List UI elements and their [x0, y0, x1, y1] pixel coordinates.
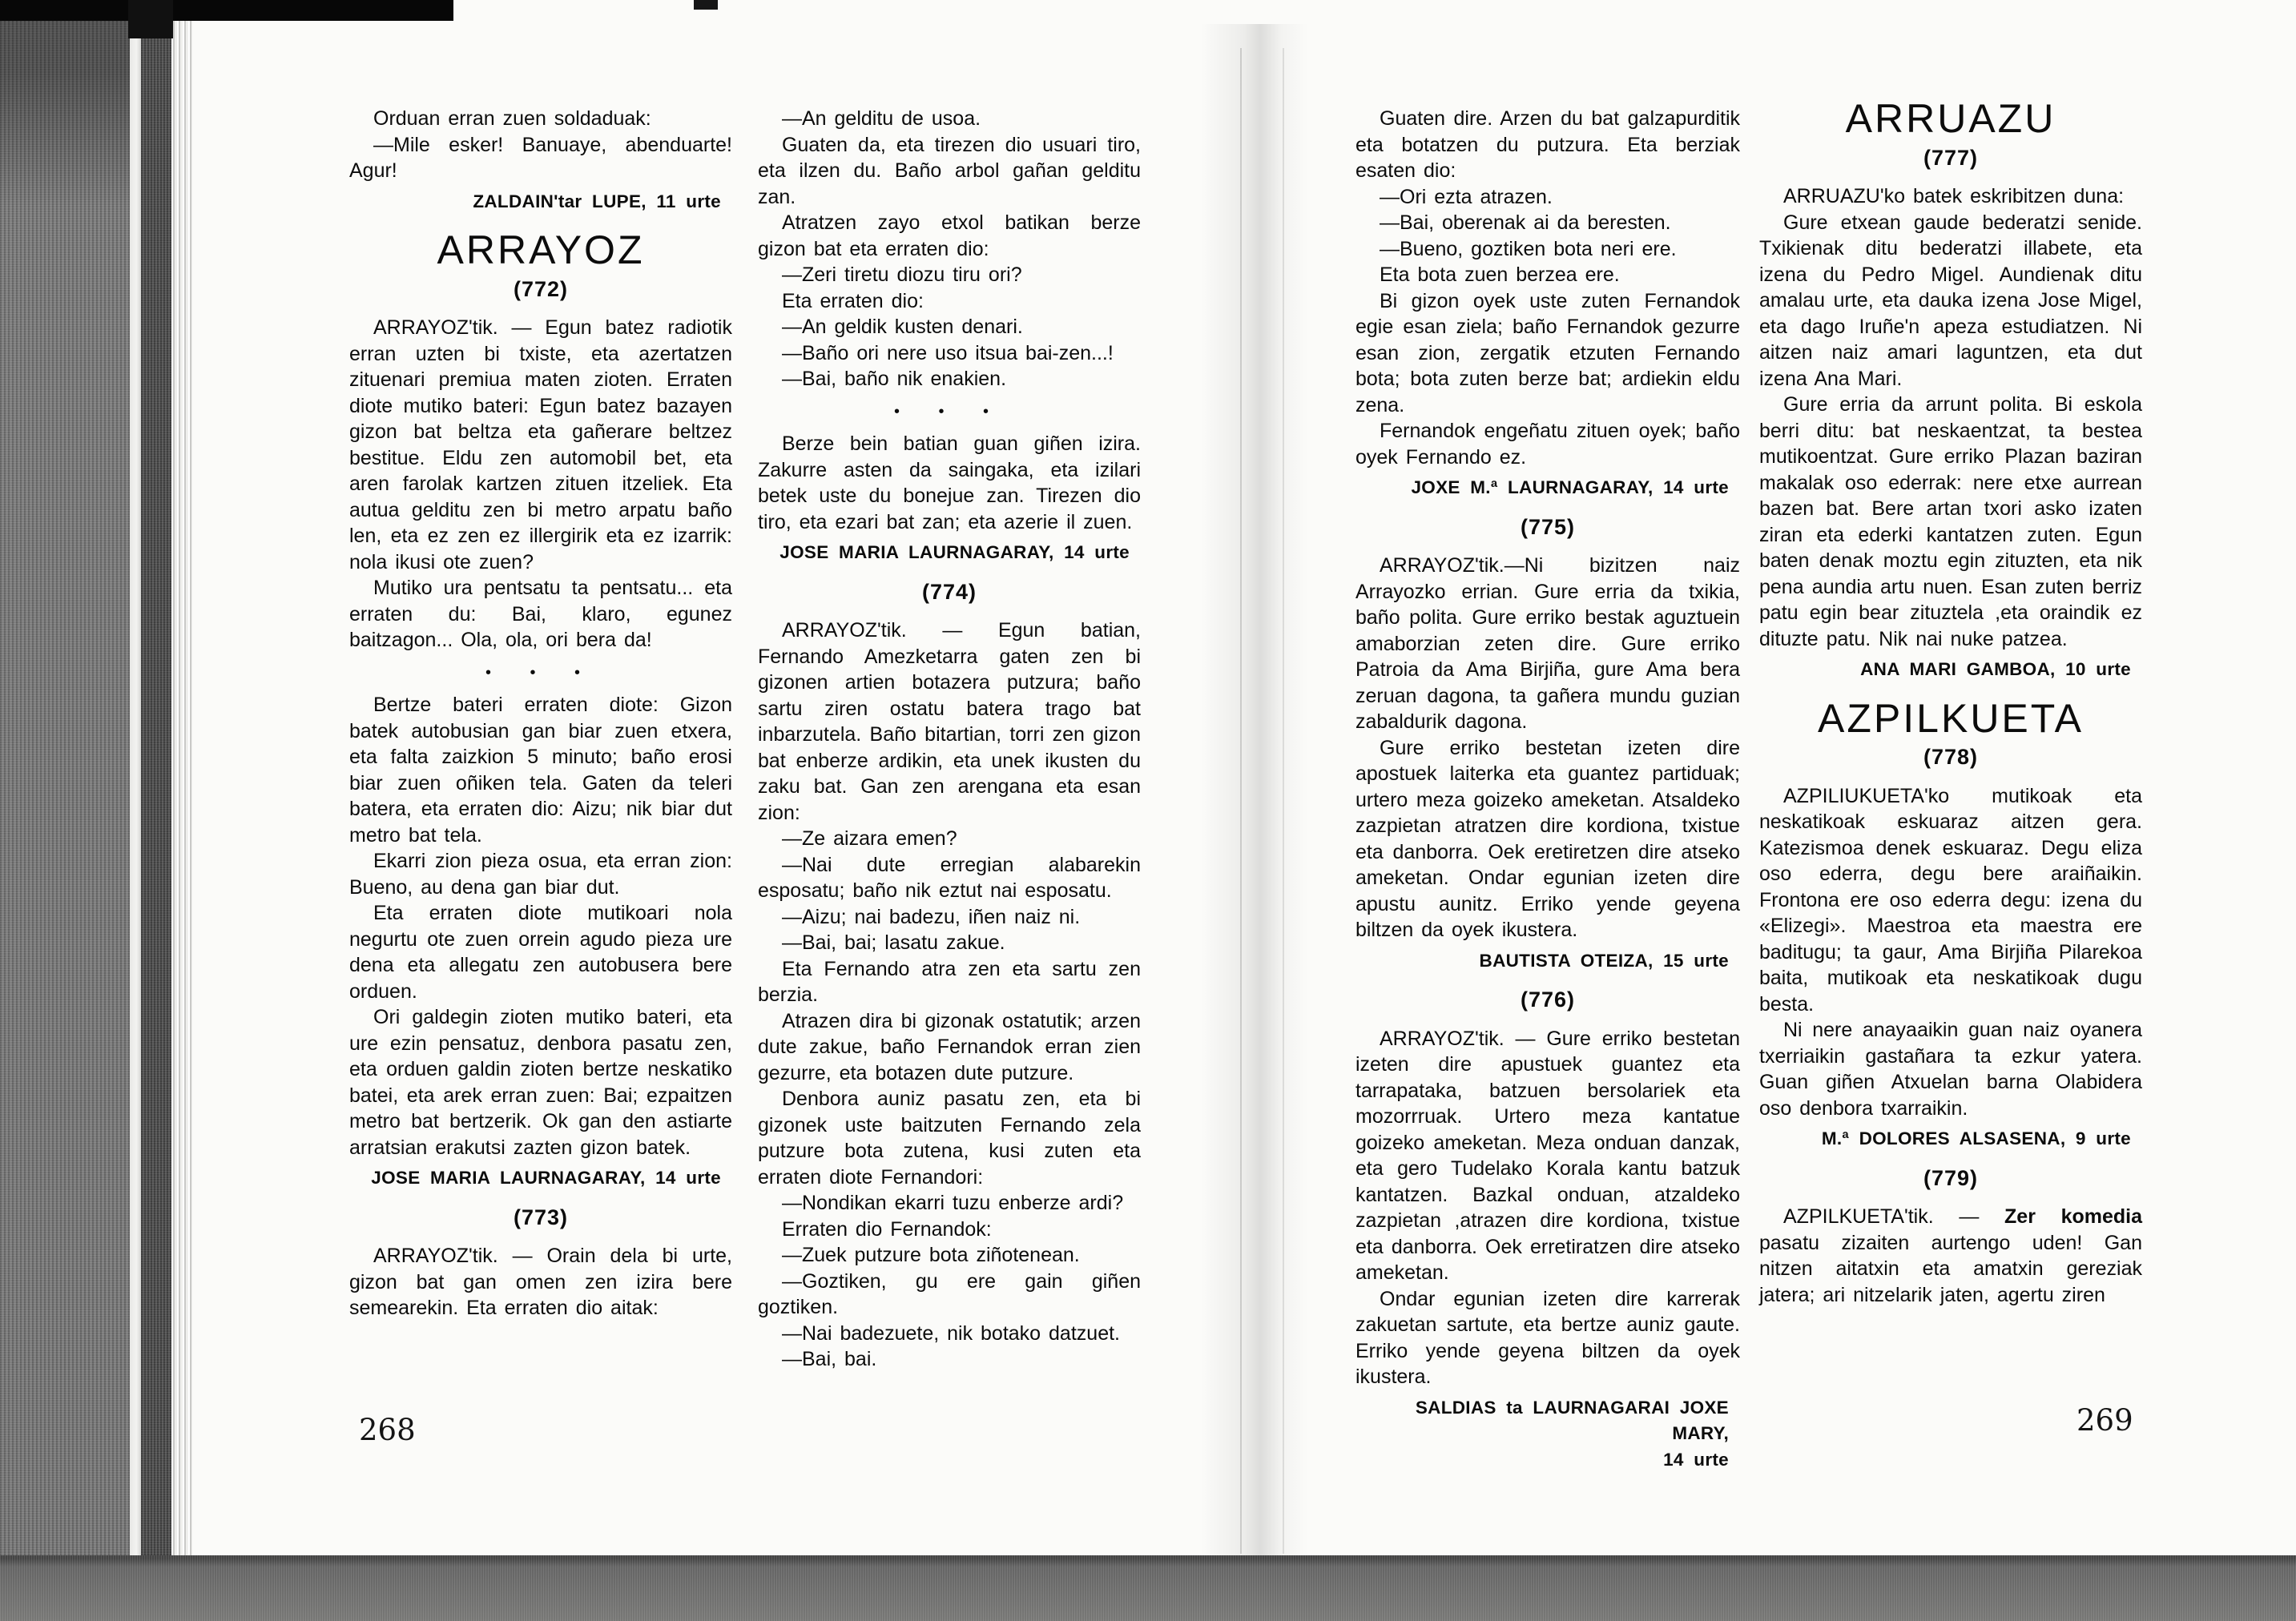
author-signature: ANA MARI GAMBOA, 10 urte	[1860, 659, 2131, 679]
paragraph: Fernandok engeñatu zituen oyek; baño oyek Fernando ez.	[1355, 420, 1740, 469]
text-run: pasatu zizaiten aurtengo uden! Gan nitzen aitatxin eta amatxin gereziak jatera; ari nitzelarik jaten, agertu ziren	[1759, 1231, 2142, 1306]
page-number-left: 268	[359, 1413, 416, 1447]
paragraph: —Ze aizara emen?	[782, 827, 957, 850]
paragraph: Eta erraten dio:	[782, 289, 924, 312]
paragraph: Bertze bateri erraten diote: Gizon batek autobusian gan biar zuen etxera, eta falta zaizkion 5 minuto; baño erosi biar zuen oñiken tela. Gaten da teleri batera, eta erraten dio: Aizu; nik biar dut metro bat tela.	[349, 694, 732, 847]
paragraph: ARRAYOZ'tik. — Egun batez radiotik erran uzten bi txiste, eta azertatzen zituenari premiua maten zioten. Erraten diote mutiko bateri: Egun batez bazayen gizon bat beltza eta gañerare beltzez bestitue. Eldu zen automobil bet, eta aren farolak kartzen zituen itzeliek. Eta autua gelditu zen bi metro arpatu baño len, eta ez zen ez illergirik eta ez izarrik: nola ikusi ote zuen?	[349, 316, 732, 573]
paragraph: Eta Fernando atra zen eta sartu zen berzia.	[758, 957, 1141, 1006]
paragraph: ARRAYOZ'tik.—Ni bizitzen naiz Arrayozko errian. Gure erria da txikia, baño polita. Gure erriko bestak aguztuein amaborzian zeten dire. Gure erriko Patroia da Ama Birjiña, gure Ama bera zeruan dagona, ta gañera mundu guzian zabaldurik dagona.	[1355, 554, 1740, 733]
paragraph: Orduan erran zuen soldaduak:	[373, 107, 651, 130]
entry-number: (776)	[1520, 987, 1576, 1012]
paragraph: —Bai, baño nik enakien.	[782, 368, 1007, 390]
entry-number: (778)	[1923, 745, 1979, 769]
author-signature: BAUTISTA OTEIZA, 15 urte	[1479, 950, 1729, 971]
paragraph: —Bai, bai.	[782, 1348, 877, 1370]
author-signature: JOSE MARIA LAURNAGARAY, 14 urte	[371, 1168, 721, 1188]
author-signature: ZALDAIN'tar LUPE, 11 urte	[473, 191, 721, 211]
paragraph: Eta bota zuen berzea ere.	[1380, 263, 1620, 286]
paragraph: —Bueno, goztiken bota neri ere.	[1380, 237, 1677, 260]
right-page-column-2	[1759, 96, 2143, 1308]
section-heading: ARRUAZU	[1845, 96, 2056, 141]
paragraph: Eta erraten diote mutikoari nola negurtu ote zuen orrein agudo pieza ure dena eta allegatu zen autobusera bere orduen.	[349, 902, 732, 1003]
paragraph: —Baño ori nere uso itsua bai-zen...!	[782, 341, 1114, 364]
paragraph: Atratzen zayo etxol batikan berze gizon bat eta erraten dio:	[758, 211, 1141, 260]
paragraph	[1759, 1204, 2142, 1308]
paragraph: ARRAYOZ'tik. — Orain dela bi urte, gizon bat gan omen zen izira bere semearekin. Eta erraten dio aitak:	[349, 1245, 732, 1319]
paragraph: Erraten dio Fernandok:	[782, 1217, 992, 1241]
paragraph: Ondar egunian izeten dire karrerak zakuetan sartute, eta bertze auniz gaute. Erriko yende geyena biltzen da oyek ikustera.	[1355, 1287, 1740, 1388]
section-separator: • • •	[893, 402, 1005, 420]
paragraph: ARRAYOZ'tik. — Gure erriko bestetan izeten dire apustuek guantez eta tarrapataka, batzuen bersolariek eta mozorrruak. Urtero meza kantatue goizeko ameketan. Meza onduan danzak, eta gero Tudelako Korala kantu batzuk kantatzen. Bazkal onduan, atzaldeko zazpietan ,atrazen dire kordiona, txistue eta danborra. Oek erretiratzen dire atseko ameketan.	[1355, 1027, 1740, 1284]
paragraph: Denbora auniz pasatu zen, eta bi gizonek uste baitzuten Fernando zela putzure bota zutena, kusi zuten eta erraten diote Fernandori:	[758, 1088, 1141, 1189]
entry-number: (779)	[1923, 1165, 1979, 1190]
paragraph: Guaten dire. Arzen du bat galzapurditik eta botatzen du putzura. Eta berziak esaten dio:	[1355, 107, 1740, 182]
paragraph: —Bai, oberenak ai da beresten.	[1380, 211, 1671, 234]
page-number-right: 269	[2076, 1403, 2133, 1438]
paragraph: Mutiko ura pentsatu ta pentsatu... eta erraten du: Bai, klaro, egunez baitzagon... Ola, ola, ori bera da!	[349, 577, 732, 651]
entry-number: (774)	[921, 579, 977, 604]
entry-number: (772)	[513, 276, 569, 301]
author-signature: M.ª DOLORES ALSASENA, 9 urte	[1821, 1128, 2131, 1148]
paragraph: —Zeri tiretu diozu tiru ori?	[782, 263, 1022, 286]
paragraph: AZPILIUKUETA'ko mutikoak eta neskatikoak eskuaraz aitzen gera. Katezismoa denek eskuaraz. Degu eliza oso ederra, degu bere araiñaikin. Frontona ere oso ederra degu: izena du «Elizegi». Maestroa eta maestra ere baditugu; ta gaur, Ama Birjiña Pilarekoa baita, mutikoak eta neskatikoak dugu besta.	[1759, 784, 2142, 1016]
paragraph: Guaten da, eta tirezen dio usuari tiro, eta ilzen du. Baño arbol gañan gelditu zan.	[758, 133, 1141, 208]
paragraph: Atrazen dira bi gizonak ostatutik; arzen dute zakue, baño Fernandok erran zien gezurre, eta botazen dute putzure.	[758, 1009, 1141, 1084]
bold-run: Zer komedia	[2004, 1205, 2143, 1228]
text-run: AZPILKUETA'tik. —	[1783, 1205, 2005, 1228]
paragraph: ARRUAZU'ko batek eskribitzen duna:	[1783, 185, 2125, 207]
entry-number: (775)	[1520, 514, 1576, 539]
paragraph: —Nai dute erregian alabarekin esposatu; baño nik eztut nai esposatu.	[758, 853, 1141, 902]
section-separator: • • •	[485, 663, 597, 682]
paragraph: ARRAYOZ'tik. — Egun batian, Fernando Amezketarra gaten zen bi gizonen artien botazera putzura; baño sartu ziren ostatu batera trago bat inbarzutela. Baño bitartian, torri zen gizon bat enberze ardikin, eta unek ikusten du zaku bat. Gan zen arengana eta esan zion:	[758, 619, 1141, 824]
paragraph: —An gelditu de usoa.	[782, 107, 981, 130]
section-heading: AZPILKUETA	[1818, 695, 2084, 741]
paragraph: Ni nere anayaaikin guan naiz oyanera txerriaikin gastañara ta ezkur yatera. Guan giñen Atxuelan barna Olabidera oso denbora txarraikin.	[1759, 1019, 2142, 1120]
paragraph: —Aizu; nai badezu, iñen naiz ni.	[782, 905, 1081, 928]
paragraph: —An geldik kusten denari.	[782, 316, 1023, 338]
paragraph: Gure erriko bestetan izeten dire apostuek laiterka eta guantez partiduak; urtero meza goizeko ameketan. Atsaldeko zazpietan atratzen dire kordiona, txistue eta danborra. Oek eretiretzen dire atseko ameketan. Ondar egunian izeten dire apustu aunitz. Erriko yende geyena biltzen da oyek ikustera.	[1355, 736, 1740, 941]
paragraph: —Ori ezta atrazen.	[1380, 185, 1553, 208]
entry-number: (777)	[1923, 145, 1979, 170]
entry-number: (773)	[513, 1205, 569, 1229]
author-signature: SALDIAS ta LAURNAGARAI JOXE MARY, 14 urte	[1355, 1395, 1740, 1474]
paragraph: —Nai badezuete, nik botako datzuet.	[782, 1321, 1120, 1345]
paragraph: Gure etxean gaude bederatzi senide. Txikienak ditu bederatzi illabete, eta izena du Pedro Migel. Aundienak ditu amalau urte, eta dauka izena Jose Migel, eta dago Iruñe'n apeza estudiatzen. Ni aitzen naiz amari laguntzen, eta dut izena Ana Mari.	[1759, 211, 2142, 390]
author-signature: JOXE M.ª LAURNAGARAY, 14 urte	[1411, 477, 1729, 497]
author-signature-line2: 14 urte	[1663, 1449, 1729, 1470]
author-signature: JOSE MARIA LAURNAGARAY, 14 urte	[779, 542, 1130, 562]
paragraph: Ori galdegin zioten mutiko bateri, eta ure ezin pensatuz, denbora pasatu zen, eta orduen galdin zioten bertze neskatiko batei, eta arek erran zuen: Bai; ezpaitzen metro bat bertzerik. Ok gan den astiarte arratsian erakutsi zazten gizon batek.	[349, 1006, 732, 1159]
paragraph: Berze bein batian guan giñen izira. Zakurre asten da saingaka, eta izilari betek uste du bonejue zan. Tirezen dio tiro, eta ezari bat zan; eta azerie il zuen.	[758, 432, 1141, 533]
paragraph: Bi gizon oyek uste zuten Fernandok egie esan ziela; baño Fernandok gezurre esan zion, zergatik etzuten Fernando bota; bota zuten berze bat; ardiekin eldu zena.	[1355, 289, 1740, 416]
paragraph: Gure erria da arrunt polita. Bi eskola berri ditu: bat neskaentzat, ta bestea mutikoentzat. Gure erriko Plazan baziran makalak oso ederrak: nere etxe aurrean bazen bat. Bere artan txori asko izaten ziran eta ederki kantatzen zuten. Egun baten denak moztu egin zituzten, eta nik pena aundia artu nuen. Esan zuten berriz patu egin bear zituztela ,eta oraindik ez dituzte patu. Nik nai nuke patzea.	[1759, 393, 2142, 650]
paragraph: —Goztiken, gu ere gain giñen goztiken.	[758, 1269, 1141, 1318]
paragraph: —Nondikan ekarri tuzu enberze ardi?	[782, 1192, 1124, 1214]
paragraph: —Bai, bai; lasatu zakue.	[782, 931, 1005, 954]
right-page-column-1	[1355, 106, 1740, 1473]
paragraph: —Mile esker! Banuaye, abenduarte! Agur!	[349, 133, 732, 182]
paragraph: —Zuek putzure bota ziñotenean.	[782, 1244, 1080, 1266]
section-heading: ARRAYOZ	[437, 227, 645, 272]
paragraph: Ekarri zion pieza osua, eta erran zion: Bueno, au dena gan biar dut.	[349, 850, 732, 899]
